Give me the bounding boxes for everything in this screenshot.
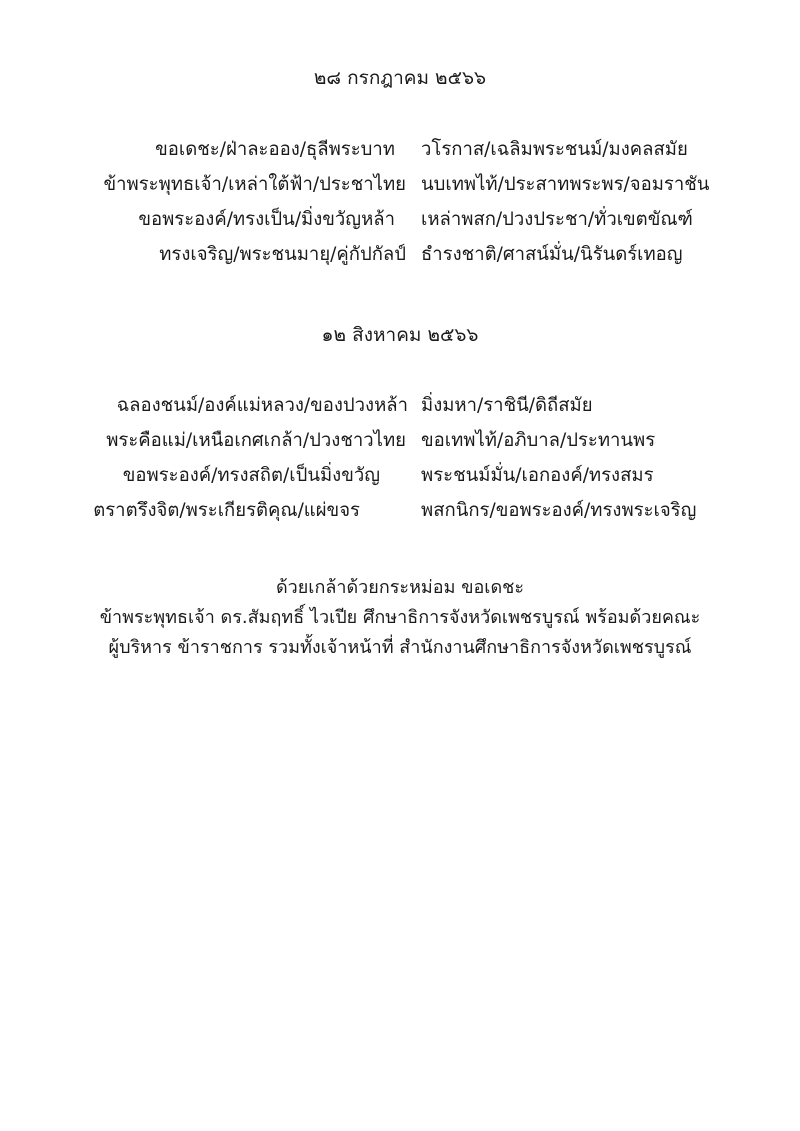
verse-right-wak: นบเทพไท้/ประสาทพระพร/จอมราชัน <box>421 174 710 195</box>
verse-right-wak: พระชนม์มั่น/เอกองค์/ทรงสมร <box>421 465 654 486</box>
verse-left-wak: ตราตรึงจิต/พระเกียรติคุณ/แผ่ขจร <box>93 500 360 521</box>
verse-left-wak: ฉลองชนม์/องค์แม่หลวง/ของปวงหล้า <box>116 395 408 416</box>
stanza2-date: ๑๒ สิงหาคม ๒๕๖๖ <box>321 324 479 346</box>
verse-left-wak: ขอเดชะ/ฝ่าละออง/ธุลีพระบาท <box>155 139 395 160</box>
verse-left-wak: ขอพระองค์/ทรงเป็น/มิ่งขวัญหล้า <box>138 209 395 230</box>
verse-line <box>0 243 800 278</box>
verse-line <box>0 464 800 499</box>
verse-line <box>0 138 800 173</box>
verse-right-wak: มิ่งมหา/ราชินี/ดิถีสมัย <box>421 395 593 416</box>
closing-signatory: ข้าพระพุทธเจ้า ดร.สัมฤทธิ์ ไวเปีย ศึกษาธิการจังหวัดเพชรบูรณ์ พร้อมด้วยคณะ <box>99 607 701 628</box>
verse-right-wak: ขอเทพไท้/อภิบาล/ประทานพร <box>421 430 656 451</box>
verse-line <box>0 394 800 429</box>
verse-line <box>0 499 800 534</box>
verse-line <box>0 429 800 464</box>
verse-left-wak: พระคือแม่/เหนือเกศเกล้า/ปวงชาวไทย <box>106 430 406 451</box>
closing-salutation: ด้วยเกล้าด้วยกระหม่อม ขอเดชะ <box>275 577 525 598</box>
verse-right-wak: วโรกาส/เฉลิมพระชนม์/มงคลสมัย <box>421 139 688 160</box>
stanza2-verse <box>0 394 800 534</box>
verse-left-wak: ข้าพระพุทธเจ้า/เหล่าใต้ฟ้า/ประชาไทย <box>103 174 406 195</box>
verse-right-wak: พสกนิกร/ขอพระองค์/ทรงพระเจริญ <box>421 500 697 521</box>
closing-organization: ผู้บริหาร ข้าราชการ รวมทั้งเจ้าหน้าที่ สำนักงานศึกษาธิการจังหวัดเพชรบูรณ์ <box>108 637 692 658</box>
stanza1-verse <box>0 138 800 278</box>
verse-left-wak: ขอพระองค์/ทรงสถิต/เป็นมิ่งขวัญ <box>122 465 380 486</box>
verse-right-wak: เหล่าพสก/ปวงประชา/ทั่วเขตขัณฑ์ <box>421 209 693 230</box>
closing-block <box>0 576 800 666</box>
verse-left-wak: ทรงเจริญ/พระชนมายุ/คู่กัปกัลป์ <box>159 244 406 265</box>
verse-line <box>0 208 800 243</box>
stanza1-date: ๒๘ กรกฎาคม ๒๕๖๖ <box>313 67 487 89</box>
verse-right-wak: ธำรงชาติ/ศาสน์มั่น/นิรันดร์เทอญ <box>421 244 683 265</box>
verse-line <box>0 173 800 208</box>
